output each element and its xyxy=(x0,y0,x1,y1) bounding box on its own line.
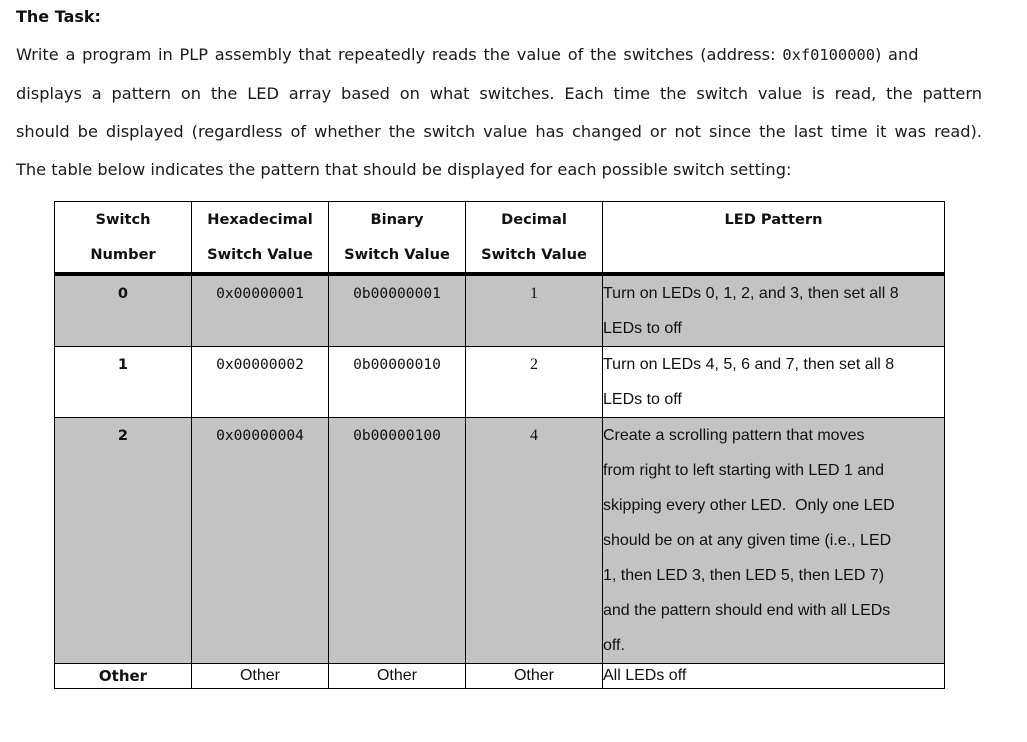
led-pattern-line: All LEDs off xyxy=(603,667,687,684)
cell-led-pattern xyxy=(603,664,945,689)
header-hex-value-line2: Switch Value xyxy=(207,246,313,263)
table-row xyxy=(55,274,945,347)
header-binary-value-line1: Binary xyxy=(370,211,424,228)
header-hex-value xyxy=(192,202,329,275)
cell-hex-value: 0x00000001 xyxy=(192,274,329,347)
cell-binary-value: 0b00000001 xyxy=(329,274,466,347)
table-row xyxy=(55,418,945,664)
header-decimal-value xyxy=(466,202,603,275)
cell-switch-number: 0 xyxy=(55,274,192,347)
task-heading: The Task: xyxy=(16,7,101,26)
led-pattern-line: Turn on LEDs 4, 5, 6 and 7, then set all 8 xyxy=(603,356,895,373)
cell-switch-number: Other xyxy=(55,664,192,689)
header-decimal-value-line1: Decimal xyxy=(501,211,567,228)
cell-switch-number: 2 xyxy=(55,418,192,664)
switch-address-code: 0xf0100000 xyxy=(782,46,875,64)
paragraph-line-1-post: ) and xyxy=(875,45,919,64)
cell-decimal-value: 2 xyxy=(466,347,603,418)
paragraph-line-1 xyxy=(16,45,982,65)
cell-led-pattern xyxy=(603,418,945,664)
header-switch-number xyxy=(55,202,192,275)
table-header-row xyxy=(55,202,945,275)
led-pattern-line: LEDs to off xyxy=(603,391,682,408)
led-pattern-line: Create a scrolling pattern that moves xyxy=(603,427,865,444)
led-pattern-line: and the pattern should end with all LEDs xyxy=(603,602,891,619)
header-switch-number-line2: Number xyxy=(90,246,156,263)
cell-binary-value: 0b00000010 xyxy=(329,347,466,418)
cell-led-pattern xyxy=(603,274,945,347)
cell-led-pattern xyxy=(603,347,945,418)
header-switch-number-line1: Switch xyxy=(95,211,151,228)
cell-binary-value: Other xyxy=(329,664,466,689)
paragraph-line-2: displays a pattern on the LED array based on what switches. Each time the switch value is read, the pattern xyxy=(16,84,982,103)
led-pattern-line: Turn on LEDs 0, 1, 2, and 3, then set all 8 xyxy=(603,285,899,302)
cell-hex-value: 0x00000004 xyxy=(192,418,329,664)
paragraph-line-1-pre: Write a program in PLP assembly that repeatedly reads the value of the switches (address: xyxy=(16,45,783,64)
header-led-pattern-label: LED Pattern xyxy=(724,211,823,228)
paragraph-line-4: The table below indicates the pattern that should be displayed for each possible switch setting: xyxy=(16,160,792,179)
led-pattern-line: from right to left starting with LED 1 and xyxy=(603,462,885,479)
cell-decimal-value: Other xyxy=(466,664,603,689)
paragraph-line-3: should be displayed (regardless of whether the switch value has changed or not since the last time it was read). xyxy=(16,122,982,141)
header-decimal-value-line2: Switch Value xyxy=(481,246,587,263)
switch-pattern-table xyxy=(54,201,945,689)
header-hex-value-line1: Hexadecimal xyxy=(207,211,313,228)
table-row xyxy=(55,664,945,689)
led-pattern-line: should be on at any given time (i.e., LED xyxy=(603,532,892,549)
cell-hex-value: 0x00000002 xyxy=(192,347,329,418)
header-led-pattern xyxy=(603,202,945,275)
led-pattern-line: off. xyxy=(603,637,625,654)
led-pattern-line: 1, then LED 3, then LED 5, then LED 7) xyxy=(603,567,885,584)
cell-decimal-value: 1 xyxy=(466,274,603,347)
table-row xyxy=(55,347,945,418)
cell-hex-value: Other xyxy=(192,664,329,689)
header-binary-value-line2: Switch Value xyxy=(344,246,450,263)
led-pattern-line: skipping every other LED. Only one LED xyxy=(603,497,895,514)
cell-decimal-value: 4 xyxy=(466,418,603,664)
cell-switch-number: 1 xyxy=(55,347,192,418)
led-pattern-line: LEDs to off xyxy=(603,320,682,337)
cell-binary-value: 0b00000100 xyxy=(329,418,466,664)
header-binary-value xyxy=(329,202,466,275)
